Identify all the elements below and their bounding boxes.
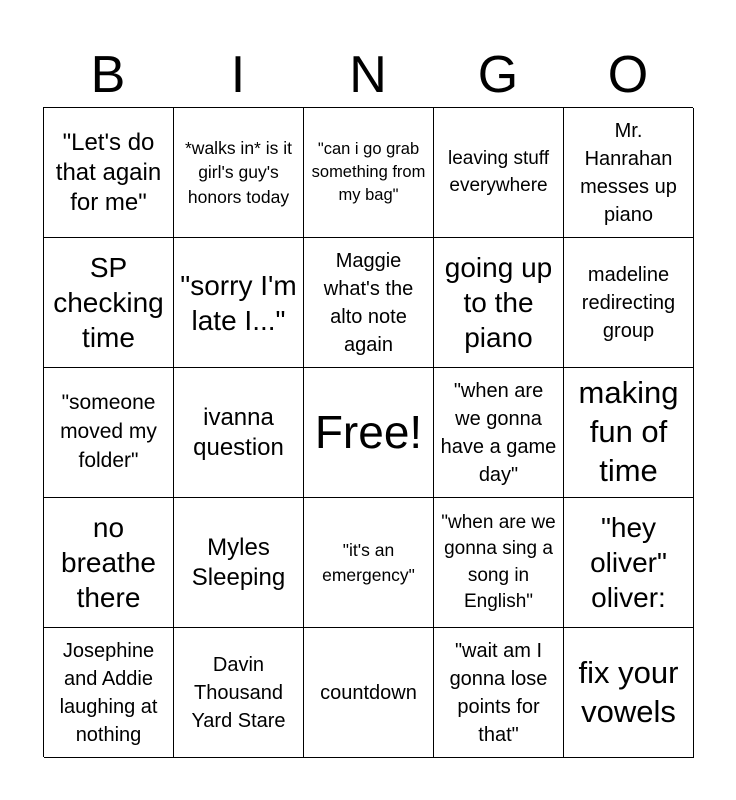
bingo-cell-2-5[interactable] xyxy=(564,238,694,368)
bingo-cell-5-2[interactable] xyxy=(174,628,304,758)
bingo-cell-2-3[interactable] xyxy=(304,238,434,368)
bingo-cell-4-2[interactable] xyxy=(174,498,304,628)
cell-text: *walks in* is it girl's guy's honors today xyxy=(185,138,292,207)
bingo-cell-3-5[interactable] xyxy=(564,368,694,498)
bingo-cell-5-5[interactable] xyxy=(564,628,694,758)
header-letter-o: O xyxy=(607,46,649,104)
bingo-cell-5-3[interactable] xyxy=(304,628,434,758)
bingo-cell-4-3[interactable] xyxy=(304,498,434,628)
bingo-cell-3-2[interactable] xyxy=(174,368,304,498)
bingo-cell-4-4[interactable] xyxy=(434,498,564,628)
cell-text: fix your vowels xyxy=(578,654,679,729)
cell-text: SP checking time xyxy=(53,252,164,353)
bingo-cell-1-2[interactable] xyxy=(174,108,304,238)
cell-text: "someone moved my folder" xyxy=(60,391,157,472)
cell-text: "it's an emergency" xyxy=(322,540,415,585)
cell-text: "sorry I'm late I..." xyxy=(180,269,297,336)
bingo-cell-1-5[interactable] xyxy=(564,108,694,238)
bingo-cell-1-4[interactable] xyxy=(434,108,564,238)
cell-text: madeline redirecting group xyxy=(581,263,676,342)
header-letter-g: G xyxy=(477,46,519,104)
cell-text: "Let's do that again for me" xyxy=(55,128,162,216)
cell-text: "hey oliver" oliver: xyxy=(590,512,667,613)
cell-text: "can i go grab something from my bag" xyxy=(311,140,426,204)
cell-text: no breathe there xyxy=(61,512,156,613)
cell-text: Mr. Hanrahan messes up piano xyxy=(580,119,677,226)
cell-text: "when are we gonna have a game day" xyxy=(440,379,557,486)
cell-text: ivanna question xyxy=(193,403,284,461)
bingo-cell-5-4[interactable] xyxy=(434,628,564,758)
cell-text: "when are we gonna sing a song in English" xyxy=(441,512,556,612)
bingo-cell-1-1[interactable] xyxy=(44,108,174,238)
cell-text: "wait am I gonna lose points for that" xyxy=(449,639,548,746)
bingo-cell-3-3[interactable] xyxy=(304,368,434,498)
header-letter-n: N xyxy=(349,46,387,104)
bingo-cell-2-1[interactable] xyxy=(44,238,174,368)
header-letter-b: B xyxy=(90,46,126,104)
bingo-header xyxy=(43,44,693,106)
cell-text: countdown xyxy=(320,681,417,704)
cell-text: going up to the piano xyxy=(444,252,553,353)
bingo-cell-4-1[interactable] xyxy=(44,498,174,628)
bingo-cell-3-1[interactable] xyxy=(44,368,174,498)
cell-text: leaving stuff everywhere xyxy=(447,148,550,196)
free-space: Free! xyxy=(314,406,423,459)
cell-text: making fun of time xyxy=(578,375,679,488)
cell-text: Maggie what's the alto note again xyxy=(323,249,414,356)
bingo-cell-5-1[interactable] xyxy=(44,628,174,758)
bingo-cell-1-3[interactable] xyxy=(304,108,434,238)
bingo-cell-2-4[interactable] xyxy=(434,238,564,368)
cell-text: Davin Thousand Yard Stare xyxy=(191,653,286,732)
bingo-cell-3-4[interactable] xyxy=(434,368,564,498)
cell-text: Myles Sleeping xyxy=(191,533,286,591)
bingo-cell-2-2[interactable] xyxy=(174,238,304,368)
bingo-cell-4-5[interactable] xyxy=(564,498,694,628)
bingo-card-grid xyxy=(43,107,693,757)
cell-text: Josephine and Addie laughing at nothing xyxy=(59,639,158,746)
header-letter-i: I xyxy=(230,46,246,104)
